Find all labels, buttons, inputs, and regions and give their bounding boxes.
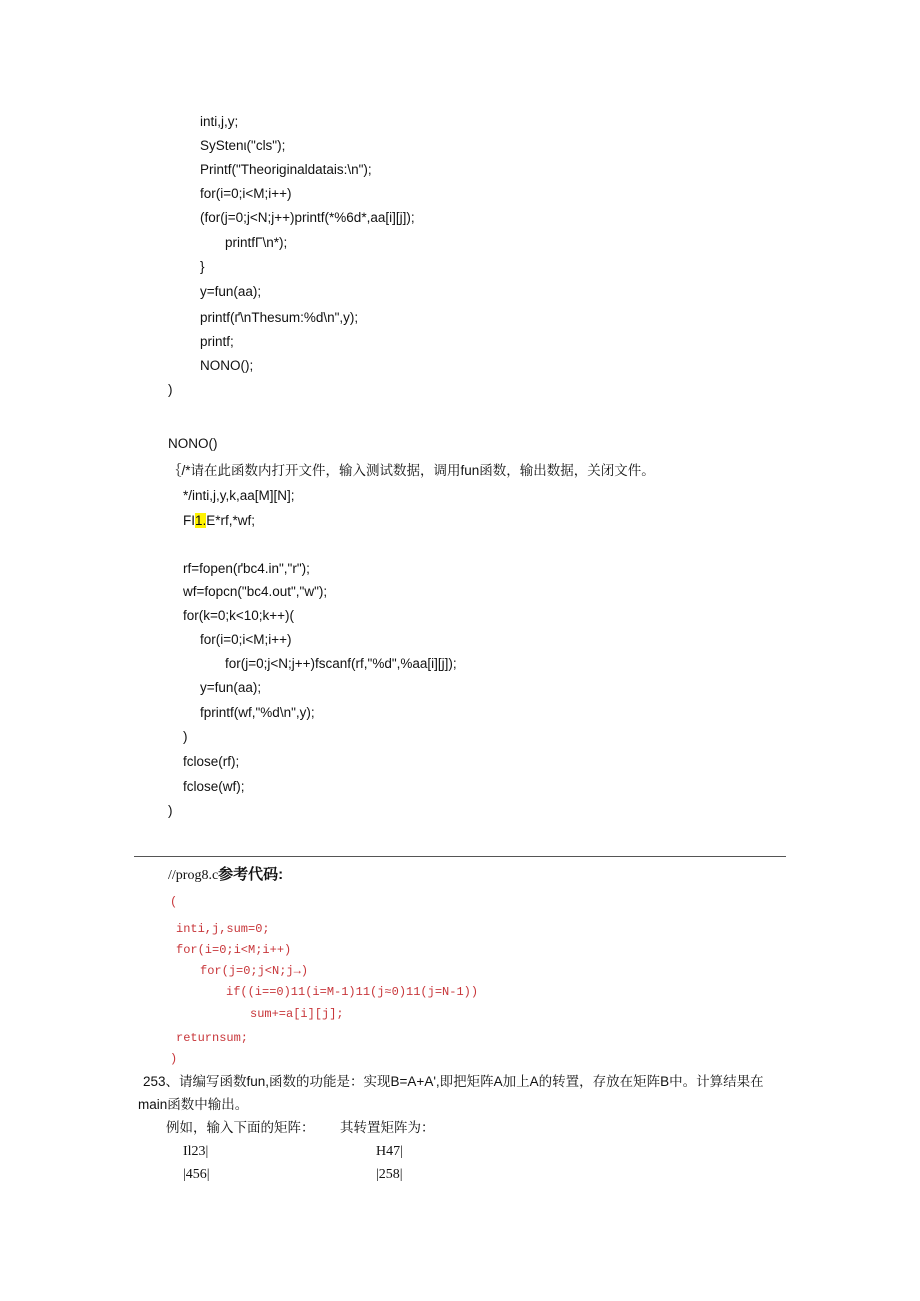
section-divider — [134, 856, 786, 857]
code-line: for(i=0;i<M;i++) — [200, 186, 292, 201]
code-line: rf=fopen(ґbc4.in","r"); — [183, 561, 310, 576]
file-declaration-line — [183, 512, 255, 530]
matrix-row: Il23| — [183, 1144, 209, 1159]
code-line: Printf("Theoriginaldatais:\n"); — [200, 162, 372, 177]
reference-heading — [168, 866, 283, 885]
code-line: (for(j=0;j<N;j++)printf(*%6d*,aa[i][j]); — [200, 210, 415, 225]
reference-file-name: //prog8.c — [168, 868, 219, 883]
code-line: for(j=0;j<N;j++)fscanf(rf,"%d",%aa[i][j]); — [225, 656, 457, 671]
function-header: NONO() — [168, 436, 218, 451]
code-line: } — [200, 259, 205, 274]
code-line: printf; — [200, 334, 234, 349]
transpose-row: |258| — [376, 1167, 403, 1182]
file-line-post: E*rf,*wf; — [206, 513, 256, 528]
code-line: ) — [168, 803, 173, 818]
code-line: NONO(); — [200, 358, 254, 373]
code-line: ) — [183, 729, 188, 744]
problem-text: 253、请编写函数fun,函数的功能是：实现B=A+A',即把矩阵A加上A的转置，存放在矩阵B中。计算结果在 — [143, 1074, 764, 1089]
example-label: 例如，输入下面的矩阵： — [166, 1120, 315, 1135]
code-line: for(k=0;k<10;k++)( — [183, 608, 295, 623]
reference-code-line: inti,j,sum=0; — [176, 922, 270, 936]
reference-code-line: for(i=0;i<M;i++) — [176, 943, 292, 957]
file-line-pre: FI — [183, 513, 195, 528]
highlighted-text: 1. — [195, 513, 207, 528]
transpose-label: 其转置矩阵为： — [340, 1120, 435, 1135]
reference-code-line: ) — [170, 1052, 178, 1066]
code-line: printfΓ\n*); — [225, 235, 288, 250]
code-line: y=fun(aa); — [200, 284, 262, 299]
reference-code-line: if((i==0)11(i=M-1)11(j≈0)11(j=N-1)) — [226, 985, 479, 999]
reference-code-line: sum+=a[i][j]; — [250, 1007, 344, 1021]
code-line: printf(ґ\nThesum:%d\n",y); — [200, 310, 359, 325]
reference-code-line: for(j=0;j<N;j→) — [200, 964, 309, 978]
comment-line: ｛/*请在此函数内打开文件，输入测试数据，调用fun函数，输出数据，关闭文件。 — [168, 463, 655, 478]
code-line: SyStenι("cls"); — [200, 138, 286, 153]
code-line: wf=fopcn("bc4.out","w"); — [183, 584, 328, 599]
declaration-line: */inti,j,y,k,aa[M][N]; — [183, 488, 295, 503]
matrix-row: |456| — [183, 1167, 210, 1182]
code-line: fclose(rf); — [183, 754, 240, 769]
code-line: fclose(wf); — [183, 779, 245, 794]
transpose-row: H47| — [376, 1144, 403, 1159]
reference-title: 参考代码: — [218, 866, 284, 883]
code-line: ) — [168, 382, 173, 397]
reference-code-line: returnsum; — [176, 1031, 249, 1045]
code-line: inti,j,y; — [200, 114, 239, 129]
problem-text-continued: main函数中输出。 — [138, 1097, 249, 1112]
code-line: y=fun(aa); — [200, 680, 262, 695]
code-line: for(i=0;i<M;i++) — [200, 632, 292, 647]
code-line: fprintf(wf,"%d\n",y); — [200, 705, 315, 720]
reference-code-line: ( — [170, 895, 178, 909]
